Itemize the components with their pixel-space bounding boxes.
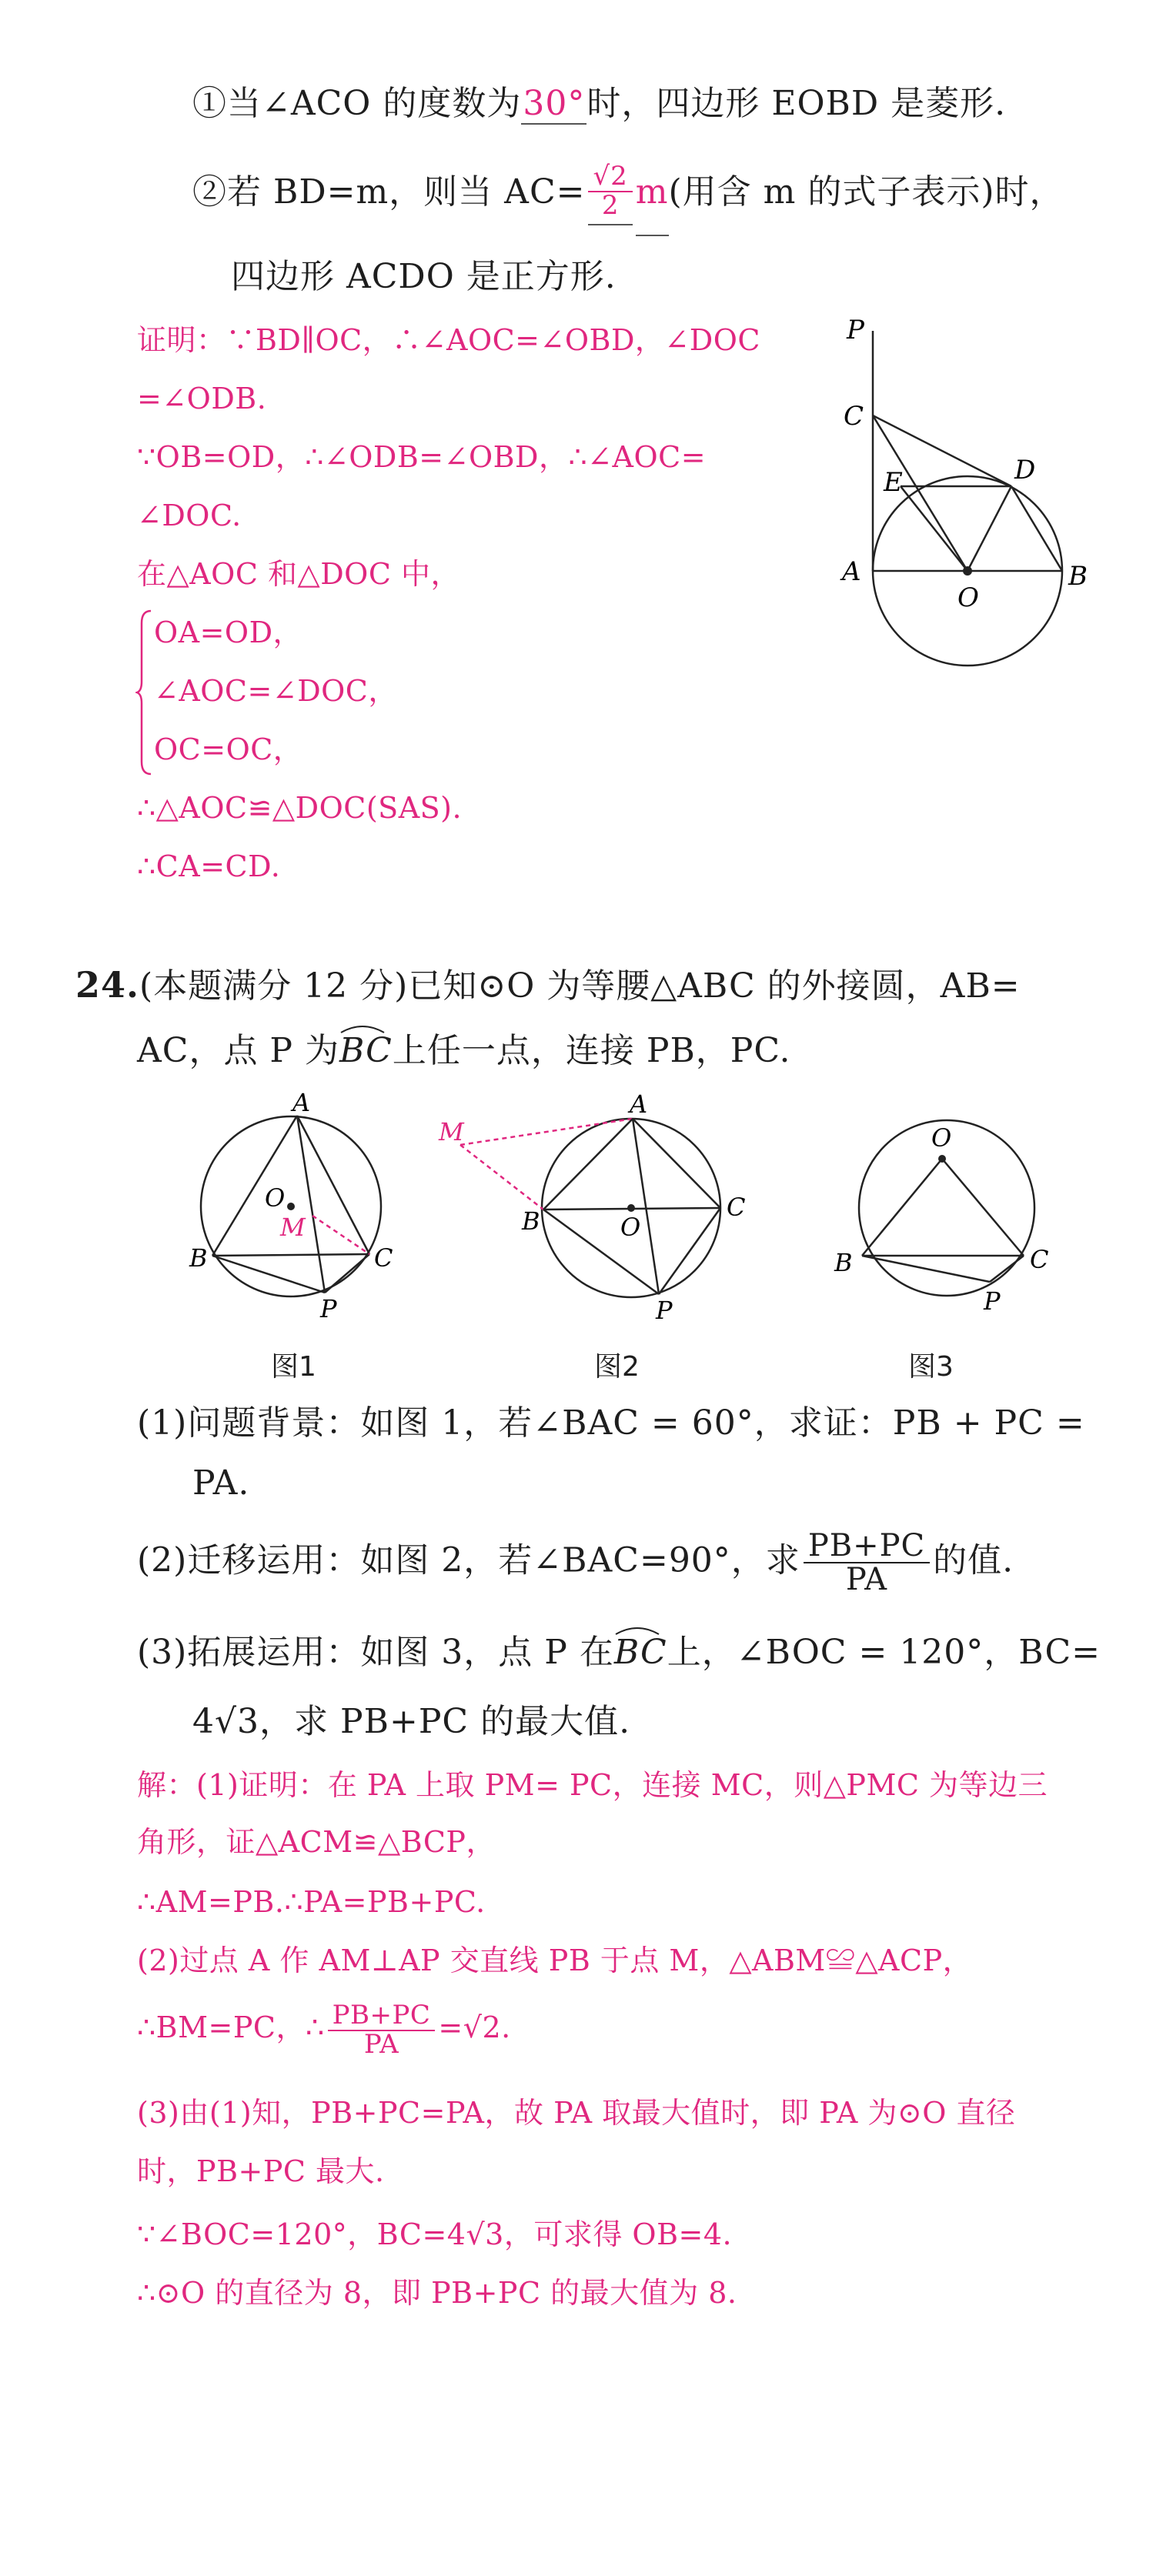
figure-1-caption: 图1 (271, 1351, 316, 1383)
fig2-label-A: A (630, 1093, 648, 1119)
system-brace (135, 608, 154, 777)
fig-label-C: C (844, 401, 864, 432)
fig3-label-P: P (984, 1286, 1001, 1316)
q1-answer: 30° (523, 84, 586, 123)
sub1-line2: PA. (192, 1463, 250, 1503)
sub3-line2: 4√3，求 PB+PC 的最大值. (192, 1702, 631, 1741)
proof-line-4: ∠DOC. (137, 499, 242, 532)
q24-stem-line2: AC，点 P 为 BC上任一点，连接 PB，PC. (137, 1028, 790, 1074)
q1-prefix: ①当∠ACO 的度数为 (192, 84, 522, 123)
solution-2-fraction: $\frac{PB+PC}{PA}$ (328, 2002, 436, 2058)
solution-1-line2: 角形，证△ACM≌△BCP， (137, 1825, 496, 1859)
fig-label-E: E (884, 467, 903, 498)
proof-line-2: =∠ODB. (137, 382, 267, 415)
proof-line-6: OA=OD， (154, 616, 303, 649)
q2-line (192, 163, 1064, 225)
q2-answer-fraction: $\frac{√2}{2}$ (588, 163, 632, 225)
figure-2 (431, 1093, 754, 1323)
proof-line-1: 证明：∵BD∥OC，∴∠AOC=∠OBD，∠DOC (137, 323, 760, 357)
solution-3-line1: (3)由(1)知，PB+PC=PA，故 PA 取最大值时，即 PA 为⊙O 直径 (137, 2096, 1016, 2130)
figure-1 (185, 1093, 416, 1323)
solution-2-line1: (2)过点 A 作 AM⊥AP 交直线 PB 于点 M，△ABM≌△ACP， (137, 1944, 973, 1977)
proof-line-9: ∴△AOC≌△DOC(SAS). (137, 791, 463, 825)
fig3-label-C: C (1030, 1245, 1049, 1274)
fig2-label-O: O (620, 1213, 641, 1242)
proof-line-10: ∴CA=CD. (137, 849, 281, 883)
figure-3-caption: 图3 (908, 1351, 954, 1383)
fig3-label-O: O (931, 1123, 952, 1153)
fig-label-P: P (847, 315, 864, 345)
fig2-label-P: P (656, 1296, 673, 1323)
fig1-label-O: O (265, 1183, 286, 1213)
solution-3-line4: ∴⊙O 的直径为 8，即 PB+PC 的最大值为 8. (137, 2276, 737, 2310)
figure-3 (816, 1093, 1062, 1323)
fig2-label-C: C (727, 1193, 746, 1222)
solution-3-line3: ∵∠BOC=120°，BC=4√3，可求得 OB=4. (137, 2217, 733, 2251)
figure-2-caption: 图2 (594, 1351, 640, 1383)
fig1-label-B: B (189, 1243, 208, 1273)
fig-label-A: A (842, 556, 861, 587)
fig1-label-A: A (292, 1093, 311, 1117)
sub1-line1: (1)问题背景：如图 1，若∠BAC = 60°，求证：PB + PC = (137, 1403, 1085, 1443)
top-figure (831, 315, 1116, 685)
sub2-line: (2)迁移运用：如图 2，若∠BAC=90°，求 $\frac{PB+PC}{PA}$ 的值. (137, 1528, 1014, 1597)
solution-1-line1: 解：(1)证明：在 PA 上取 PM= PC，连接 MC，则△PMC 为等边三 (137, 1768, 1048, 1802)
question-number: 24. (75, 964, 140, 1006)
fig3-label-B: B (834, 1248, 853, 1277)
fig1-label-C: C (374, 1243, 393, 1273)
proof-line-7: ∠AOC=∠DOC， (154, 674, 398, 708)
q24-stem-line1: 24.(本题满分 12 分)已知⊙O 为等腰△ABC 的外接圆，AB= (75, 964, 1021, 1006)
q1-line (192, 81, 1006, 127)
fig-label-D: D (1014, 455, 1036, 486)
q2-prefix: ②若 BD=m，则当 AC= (192, 172, 586, 212)
q1-suffix: 时，四边形 EOBD 是菱形. (586, 84, 1007, 123)
arc-bc: BC (339, 1028, 393, 1074)
solution-1-line3: ∴AM=PB.∴PA=PB+PC. (137, 1885, 486, 1919)
proof-line-3: ∵OB=OD，∴∠ODB=∠OBD，∴∠AOC= (137, 440, 707, 474)
sub2-fraction: $\frac{PB+PC}{PA}$ (804, 1530, 930, 1596)
q2-suffix: (用含 m 的式子表示)时， (668, 172, 1064, 212)
solution-3-line2: 时，PB+PC 最大. (137, 2154, 385, 2188)
q2-line2: 四边形 ACDO 是正方形. (231, 257, 617, 296)
fig2-label-M: M (439, 1117, 464, 1146)
arc-bc-2: BC (614, 1630, 667, 1676)
fig1-label-M: M (280, 1213, 306, 1242)
fig-label-O: O (957, 582, 979, 613)
solution-2-line2: ∴BM=PC，∴ $\frac{PB+PC}{PA}$ =√2. (137, 2000, 511, 2060)
proof-line-8: OC=OC， (154, 732, 303, 766)
fig2-label-B: B (522, 1206, 540, 1236)
fig-label-B: B (1068, 561, 1088, 592)
proof-line-5: 在△AOC 和△DOC 中， (137, 557, 460, 591)
q2-answer-var: m (636, 172, 669, 236)
fig1-label-P: P (320, 1294, 337, 1323)
sub3-line1: (3)拓展运用：如图 3，点 P 在 BC上，∠BOC = 120°，BC= (137, 1630, 1101, 1676)
